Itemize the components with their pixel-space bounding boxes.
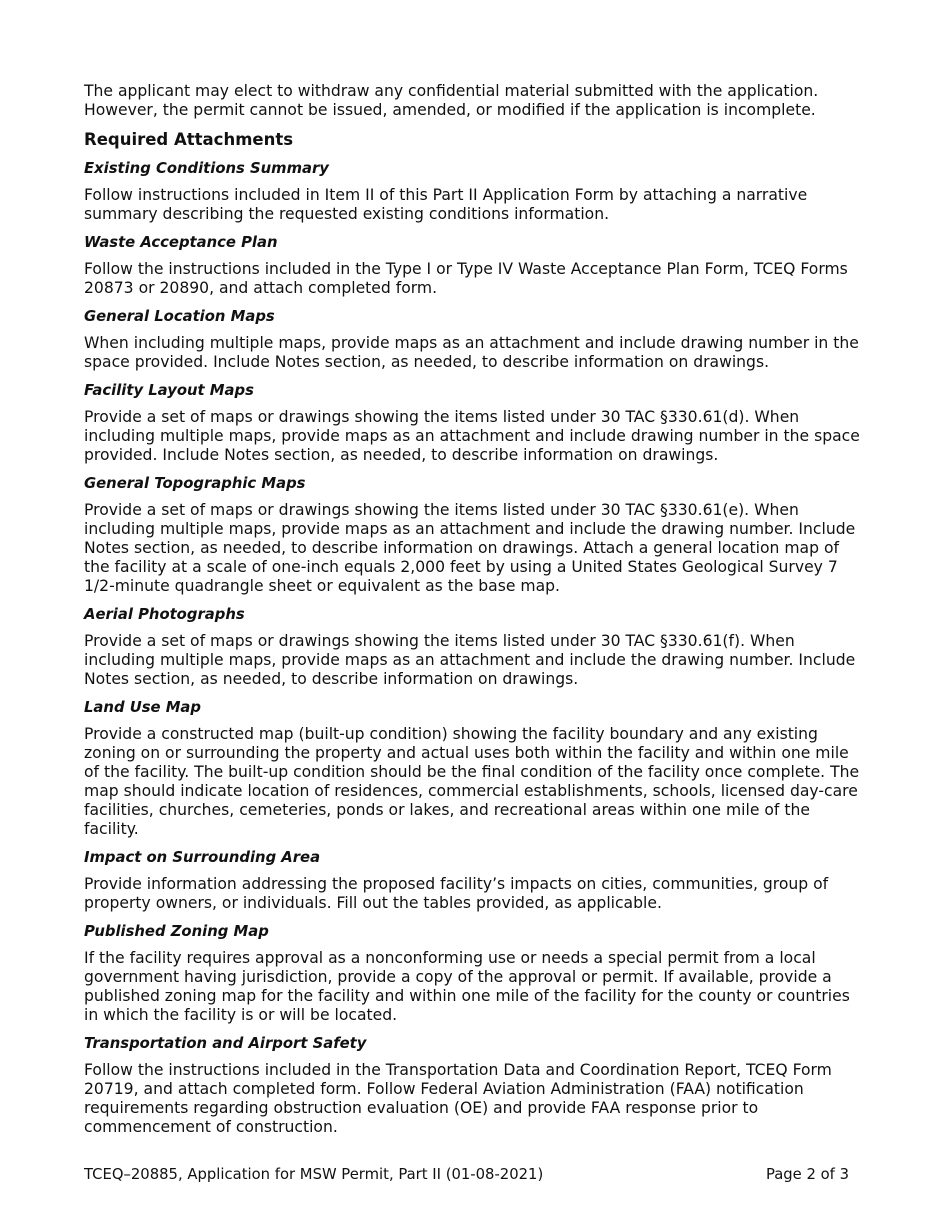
intro-paragraph: The applicant may elect to withdraw any confidential material submitted with the application. However, the permit cannot be issued, amended, or modified if the application is incomplete. <box>84 82 819 119</box>
attachment-title: Published Zoning Map <box>84 923 269 940</box>
attachment-title: Waste Acceptance Plan <box>84 234 278 251</box>
footer-page-number: Page 2 of 3 <box>765 1166 849 1183</box>
footer-form-id: TCEQ–20885, Application for MSW Permit, Part II (01-08-2021) <box>84 1166 544 1183</box>
attachment-text: If the facility requires approval as a nonconforming use or needs a special permit from a local government having jurisdiction, provide a copy of the approval or permit. If available, provide a published zoning map for the facility and within one mile of the facility for the county or countries in which the facility is or will be located. <box>84 949 850 1024</box>
attachment-title: Facility Layout Maps <box>84 382 254 399</box>
attachment-title: General Topographic Maps <box>84 475 306 492</box>
attachment-text: Follow the instructions included in the Transportation Data and Coordination Report, TCEQ Form 20719, and attach completed form. Follow Federal Aviation Administration (FAA) notification requirements regarding obstruction evaluation (OE) and provide FAA response prior to commencement of construction. <box>84 1061 832 1136</box>
document-body <box>84 82 866 1146</box>
attachment-section <box>84 381 866 465</box>
attachment-title: Land Use Map <box>84 699 202 716</box>
section-heading: Required Attachments <box>84 130 294 149</box>
attachment-section <box>84 233 866 298</box>
attachment-title: Aerial Photographs <box>84 606 245 623</box>
attachment-section <box>84 159 866 224</box>
attachment-section <box>84 307 866 372</box>
attachment-text: Provide a constructed map (built-up condition) showing the facility boundary and any existing zoning on or surrounding the property and actual uses both within the facility and within one mile of the facility. The built-up condition should be the final condition of the facility once complete. The map should indicate location of residences, commercial establishments, schools, licensed day-care facilities, churches, cemeteries, ponds or lakes, and recreational areas within one mile of the facility. <box>84 725 860 838</box>
attachment-text: Provide a set of maps or drawings showing the items listed under 30 TAC §330.61(e). When including multiple maps, provide maps as an attachment and include the drawing number. Include Notes section, as needed, to describe information on drawings. Attach a general location map of the facility at a scale of one-inch equals 2,000 feet by using a United States Geological Survey 7 1/2-minute quadrangle sheet or equivalent as the base map. <box>84 501 856 595</box>
attachment-title: General Location Maps <box>84 308 275 325</box>
attachment-text: Provide a set of maps or drawings showing the items listed under 30 TAC §330.61(f). When including multiple maps, provide maps as an attachment and include the drawing number. Include Notes section, as needed, to describe information on drawings. <box>84 632 856 688</box>
attachment-text: Follow instructions included in Item II of this Part II Application Form by attaching a narrative summary describing the requested existing conditions information. <box>84 186 808 223</box>
attachment-title: Existing Conditions Summary <box>84 160 329 177</box>
attachment-section <box>84 1034 866 1137</box>
attachment-text: Follow the instructions included in the Type I or Type IV Waste Acceptance Plan Form, TCEQ Forms 20873 or 20890, and attach completed form. <box>84 260 848 297</box>
attachment-section <box>84 698 866 839</box>
attachment-title: Impact on Surrounding Area <box>84 849 321 866</box>
attachment-section <box>84 848 866 913</box>
page-footer <box>84 1166 849 1184</box>
attachment-title: Transportation and Airport Safety <box>84 1035 367 1052</box>
attachment-text: Provide information addressing the proposed facility’s impacts on cities, communities, group of property owners, or individuals. Fill out the tables provided, as applicable. <box>84 875 829 912</box>
attachment-text: When including multiple maps, provide maps as an attachment and include drawing number in the space provided. Include Notes section, as needed, to describe information on drawings. <box>84 334 859 371</box>
attachment-section <box>84 605 866 689</box>
attachment-text: Provide a set of maps or drawings showing the items listed under 30 TAC §330.61(d). When including multiple maps, provide maps as an attachment and include drawing number in the space provided. Include Notes section, as needed, to describe information on drawings. <box>84 408 860 464</box>
attachment-section <box>84 922 866 1025</box>
attachment-section <box>84 474 866 596</box>
